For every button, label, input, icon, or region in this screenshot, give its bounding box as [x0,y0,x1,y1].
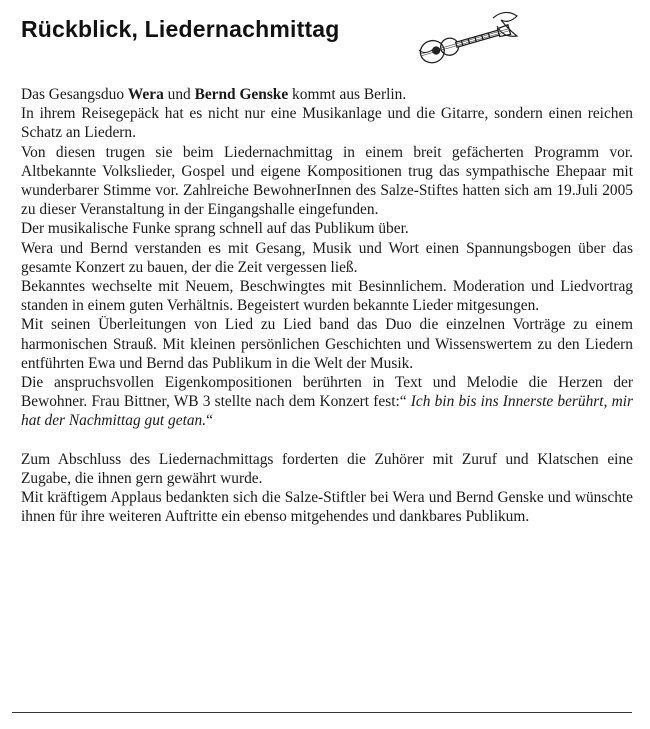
closing-paragraph: Zum Abschluss des Liedernachmittags forderten die Zuhörer mit Zuruf und Klatschen eine Zugabe, die ihnen gern gewährt wurde. [21,450,633,487]
guitar-icon [405,4,525,66]
quote-intro: Die anspruchsvollen Eigenkompositionen berührten in Text und Melodie die Herzen der Bewohner. Frau Bittner, WB 3 stellte nach dem Konzert fest:“ [21,374,633,411]
paragraph: Bekanntes wechselte mit Neuem, Beschwingtes mit Besinnlichem. Moderation und Liedvortrag standen in einem guten Verhältnis. Begeistert wurden bekannte Lieder mitgesungen. [21,278,633,315]
quote-paragraph [21,373,633,431]
closing-paragraph: Mit kräftigem Applaus bedankten sich die Salze-Stiftler bei Wera und Bernd Genske und wünschte ihnen für ihre weiteren Auftritte ein ebenso mitgehendes und dankbares Publikum. [21,489,633,526]
intro-prefix: Das Gesangsduo [21,86,128,103]
article-body [21,85,633,526]
paragraph: Von diesen trugen sie beim Liedernachmittag in einem breit gefächerten Programm vor. Altbekannte Volkslieder, Gospel und eigene Kompositionen trug das sympathische Ehepaar mit wunderbarer Stimme vor. Zahlreiche BewohnerInnen des Salze-Stiftes hatten sich am 19.Juli 2005 zu dieser Veranstaltung in der Eingangshalle eingefunden. [21,143,633,219]
performer-name-bernd: Bernd Genske [194,86,289,103]
resident-quote: Ich bin bis ins Innerste berührt, mir hat der Nachmittag gut getan. [21,393,633,430]
quote-close: “ [206,412,213,430]
performer-name-wera: Wera [127,86,164,103]
intro-suffix: kommt aus Berlin. [288,86,407,103]
intro-mid: und [163,86,195,103]
paragraph: Der musikalische Funke sprang schnell auf das Publikum über. [21,220,409,238]
paragraph: Wera und Bernd verstanden es mit Gesang, Musik und Wort einen Spannungsbogen über das gesamte Konzert zu bauen, der die Zeit vergessen ließ. [21,239,633,276]
paragraph: In ihrem Reisegepäck hat es nicht nur eine Musikanlage und die Gitarre, sondern einen reichen Schatz an Liedern. [21,105,633,142]
bottom-divider [12,712,632,713]
article-title: Rückblick, Liedernachmittag [21,16,340,42]
paragraph: Mit seinen Überleitungen von Lied zu Lied band das Duo die einzelnen Vorträge zu einem harmonischen Strauß. Mit kleinen persönlichen Geschichten und Wissenswertem zu den Liedern entführten Ewa und Bernd das Publikum in die Welt der Musik. [21,316,633,372]
intro-paragraph [21,85,633,104]
